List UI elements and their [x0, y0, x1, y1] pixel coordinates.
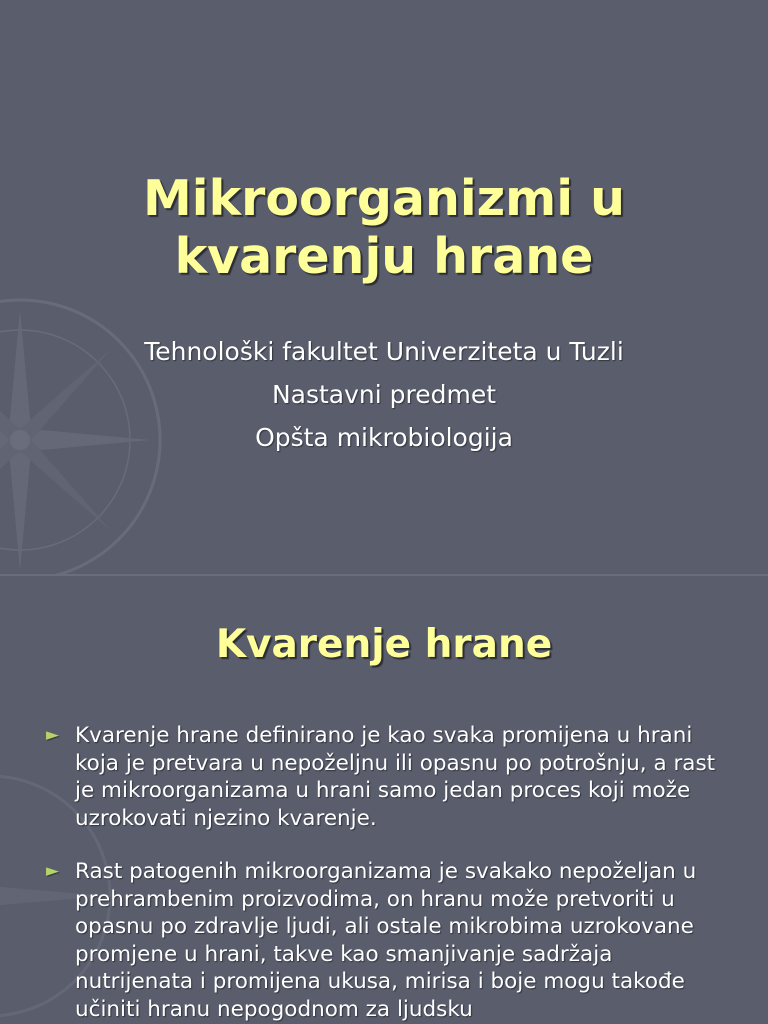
subtitle-line-subject: Opšta mikrobiologija — [255, 423, 513, 452]
slide-subtitle — [0, 330, 768, 459]
bullet-text: Kvarenje hrane definirano je kao svaka promijena u hrani koja je pretvara u nepoželjnu ili opasnu po potrošnju, a rast je mikroorganizama u hrani samo jedan proces koji može uzrokovati njezino kvarenje. — [75, 723, 716, 831]
subtitle-line-faculty: Tehnološki fakultet Univerziteta u Tuzli — [144, 337, 624, 366]
content-slide — [0, 576, 768, 1024]
title-line: Mikroorganizmi u — [143, 170, 625, 227]
triangle-right-icon: ► — [46, 725, 60, 745]
triangle-right-icon: ► — [46, 861, 60, 881]
slide-title — [0, 170, 768, 286]
slide-title: Kvarenje hrane — [215, 622, 553, 667]
list-item — [46, 722, 736, 832]
title-line: kvarenju hrane — [174, 228, 594, 285]
subtitle-line-subject-label: Nastavni predmet — [271, 380, 497, 409]
bullet-list — [46, 722, 736, 1024]
bullet-text: Rast patogenih mikroorganizama je svakako nepoželjan u prehrambenim proizvodima, on hranu može pretvoriti u opasnu po zdravlje ljudi, ali ostale mikrobima uzrokovane promjene u hrani, takve kao smanjivanje sadržaja nutrijenata i promijena ukusa, mirisa i boje mogu takođe učiniti hranu nepogodnom za ljudsku — [75, 859, 697, 1022]
list-item — [46, 858, 736, 1023]
